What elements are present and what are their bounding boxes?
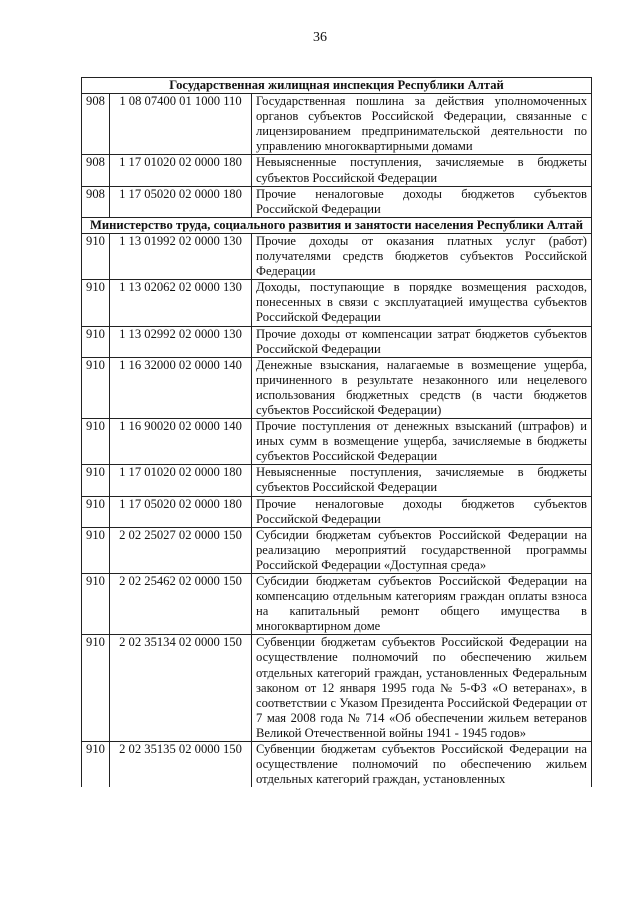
revenue-name-cell: Прочие доходы от оказания платных услуг (работ) получателями средств бюджетов субъектов Российской Федерации [252,233,592,279]
admin-code-cell: 908 [82,155,110,186]
section-title: Министерство труда, социального развития и занятости населения Республики Алтай [82,217,592,233]
budget-classification-code-cell: 2 02 35134 02 0000 150 [110,635,252,742]
revenue-name-cell: Прочие неналоговые доходы бюджетов субъектов Российской Федерации [252,496,592,527]
table-row [82,419,592,465]
admin-code-cell: 910 [82,233,110,279]
admin-code-cell: 910 [82,496,110,527]
table-row [82,94,592,155]
table-row [82,155,592,186]
admin-code-cell: 908 [82,186,110,217]
section-header-row [82,217,592,233]
table-row [82,280,592,326]
revenue-name-cell: Денежные взыскания, налагаемые в возмещение ущерба, причиненного в результате незаконного или нецелевого использования бюджетных средств (в части бюджетов субъектов Российской Федерации) [252,357,592,418]
revenue-name-cell: Невыясненные поступления, зачисляемые в бюджеты субъектов Российской Федерации [252,465,592,496]
revenue-name-cell: Прочие поступления от денежных взысканий (штрафов) и иных сумм в возмещение ущерба, зачисляемые в бюджеты субъектов Российской Федерации [252,419,592,465]
page-number: 36 [313,30,327,45]
admin-code-cell: 910 [82,742,110,788]
admin-code-cell: 910 [82,326,110,357]
admin-code-cell: 910 [82,465,110,496]
section-title: Государственная жилищная инспекция Республики Алтай [82,78,592,94]
budget-classification-code-cell: 1 13 01992 02 0000 130 [110,233,252,279]
budget-classification-code-cell: 1 16 32000 02 0000 140 [110,357,252,418]
table-row [82,233,592,279]
budget-classification-code-cell: 2 02 25027 02 0000 150 [110,527,252,573]
revenue-name-cell: Субвенции бюджетам субъектов Российской Федерации на осуществление полномочий по обеспечению жильем отдельных категорий граждан, установленных Федеральным законом от 12 января 1995 года № 5-ФЗ «О ветеранах», в соответствии с Указом Президента Российской Федерации от 7 мая 2008 года № 714 «Об обеспечении жильем ветеранов Великой Отечественной войны 1941 - 1945 годов» [252,635,592,742]
revenue-name-cell: Невыясненные поступления, зачисляемые в бюджеты субъектов Российской Федерации [252,155,592,186]
revenue-name-cell: Государственная пошлина за действия уполномоченных органов субъектов Российской Федерации, связанные с лицензированием предпринимательской деятельности по управлению многоквартирными домами [252,94,592,155]
table-row [82,742,592,788]
budget-classification-code-cell: 2 02 25462 02 0000 150 [110,574,252,635]
table-row [82,574,592,635]
budget-classification-code-cell: 1 17 05020 02 0000 180 [110,186,252,217]
budget-classification-code-cell: 1 13 02992 02 0000 130 [110,326,252,357]
revenue-name-cell: Прочие доходы от компенсации затрат бюджетов субъектов Российской Федерации [252,326,592,357]
admin-code-cell: 910 [82,635,110,742]
table-row [82,465,592,496]
table-row [82,326,592,357]
table-row [82,635,592,742]
budget-classification-code-cell: 1 17 01020 02 0000 180 [110,465,252,496]
budget-classification-code-cell: 1 08 07400 01 1000 110 [110,94,252,155]
admin-code-cell: 910 [82,574,110,635]
budget-classification-code-cell: 1 16 90020 02 0000 140 [110,419,252,465]
table-row [82,496,592,527]
revenue-name-cell: Прочие неналоговые доходы бюджетов субъектов Российской Федерации [252,186,592,217]
table-body [82,78,592,788]
admin-code-cell: 910 [82,527,110,573]
revenue-code-table [81,77,592,787]
budget-classification-code-cell: 1 13 02062 02 0000 130 [110,280,252,326]
revenue-name-cell: Субвенции бюджетам субъектов Российской Федерации на осуществление полномочий по обеспечению жильем отдельных категорий граждан, установленных [252,742,592,788]
revenue-name-cell: Доходы, поступающие в порядке возмещения расходов, понесенных в связи с эксплуатацией имущества субъектов Российской Федерации [252,280,592,326]
revenue-name-cell: Субсидии бюджетам субъектов Российской Федерации на компенсацию отдельным категориям граждан оплаты взноса на капитальный ремонт общего имущества в многоквартирном доме [252,574,592,635]
budget-classification-code-cell: 1 17 01020 02 0000 180 [110,155,252,186]
budget-classification-code-cell: 2 02 35135 02 0000 150 [110,742,252,788]
admin-code-cell: 910 [82,419,110,465]
table-row [82,186,592,217]
revenue-name-cell: Субсидии бюджетам субъектов Российской Федерации на реализацию мероприятий государственной программы Российской Федерации «Доступная среда» [252,527,592,573]
admin-code-cell: 910 [82,280,110,326]
admin-code-cell: 910 [82,357,110,418]
table-row [82,357,592,418]
admin-code-cell: 908 [82,94,110,155]
section-header-row [82,78,592,94]
table-row [82,527,592,573]
budget-classification-code-cell: 1 17 05020 02 0000 180 [110,496,252,527]
